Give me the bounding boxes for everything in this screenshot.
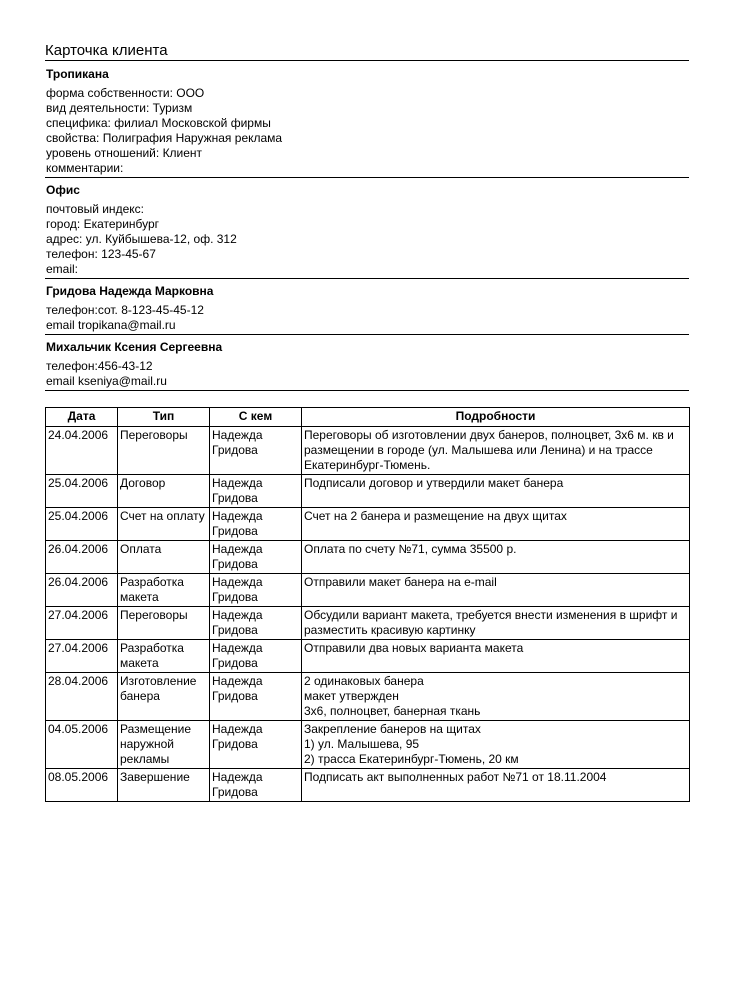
cell-type [118, 721, 210, 769]
table-row [46, 640, 690, 673]
field-line [45, 116, 689, 131]
cell-who [210, 427, 302, 475]
table-row [46, 673, 690, 721]
table-row [46, 607, 690, 640]
cell-date: 27.04.2006 [46, 640, 118, 673]
table-header-row [46, 408, 690, 427]
cell-line: 1) ул. Малышева, 95 [304, 737, 420, 751]
cell-type [118, 508, 210, 541]
cell-line: 2 одинаковых банера [304, 674, 424, 688]
field-label: почтовый индекс: [46, 202, 144, 216]
cell-line: Договор [120, 476, 166, 490]
cell-details [302, 427, 690, 475]
field-label: уровень отношений: [46, 146, 160, 160]
cell-line: Надежда [212, 608, 263, 622]
field-line [45, 303, 689, 318]
header-who: С кем [210, 408, 302, 427]
cell-details [302, 640, 690, 673]
cell-line: Гридова [212, 689, 258, 703]
cell-line: Надежда [212, 674, 263, 688]
cell-line: Подписали договор и утвердили макет банера [304, 476, 564, 490]
cell-line: 3х6, полноцвет, банерная ткань [304, 704, 481, 718]
table-row [46, 508, 690, 541]
cell-line: Переговоры [120, 608, 188, 622]
field-line [45, 374, 689, 389]
cell-line: макета [120, 590, 159, 604]
cell-line: Надежда [212, 428, 263, 442]
cell-line: Гридова [212, 785, 258, 799]
cell-line: Надежда [212, 722, 263, 736]
cell-who [210, 769, 302, 802]
field-label: телефон: [46, 359, 98, 373]
cell-date: 26.04.2006 [46, 574, 118, 607]
cell-date: 08.05.2006 [46, 769, 118, 802]
cell-line: Счет на 2 банера и размещение на двух щитах [304, 509, 567, 523]
table-body [46, 427, 690, 802]
cell-who [210, 673, 302, 721]
contacts-list [45, 283, 689, 391]
table-row [46, 721, 690, 769]
field-label: email [46, 374, 75, 388]
cell-who [210, 508, 302, 541]
cell-line: Надежда [212, 770, 263, 784]
page-title: Карточка клиента [45, 41, 689, 61]
field-label: комментарии: [46, 161, 124, 175]
activity-table [45, 407, 690, 802]
cell-who [210, 640, 302, 673]
header-date: Дата [46, 408, 118, 427]
office-section [45, 182, 689, 279]
header-details: Подробности [302, 408, 690, 427]
cell-details [302, 574, 690, 607]
cell-details [302, 607, 690, 640]
cell-date: 24.04.2006 [46, 427, 118, 475]
field-line [45, 247, 689, 262]
field-label: свойства: [46, 131, 100, 145]
cell-type [118, 574, 210, 607]
cell-who [210, 607, 302, 640]
table-row [46, 475, 690, 508]
cell-details [302, 673, 690, 721]
table-row [46, 427, 690, 475]
field-line [45, 318, 689, 333]
cell-line: Отправили два новых варианта макета [304, 641, 524, 655]
cell-line: рекламы [120, 752, 170, 766]
cell-line: Надежда [212, 542, 263, 556]
field-line [45, 202, 689, 217]
field-label: email [46, 318, 75, 332]
cell-date: 25.04.2006 [46, 508, 118, 541]
cell-line: Надежда [212, 575, 263, 589]
cell-line: Завершение [120, 770, 190, 784]
cell-line: Размещение [120, 722, 191, 736]
contact-section [45, 339, 689, 391]
cell-who [210, 475, 302, 508]
cell-details [302, 721, 690, 769]
field-line [45, 232, 689, 247]
field-value: 456-43-12 [97, 359, 153, 373]
field-label: город: [46, 217, 81, 231]
table-row [46, 574, 690, 607]
cell-date: 26.04.2006 [46, 541, 118, 574]
cell-date: 27.04.2006 [46, 607, 118, 640]
cell-line: Изготовление [120, 674, 197, 688]
field-line [45, 101, 689, 116]
cell-line: Разработка [120, 641, 184, 655]
field-value: ООО [176, 86, 205, 100]
cell-line: банера [120, 689, 160, 703]
field-value: tropikana@mail.ru [78, 318, 176, 332]
cell-line: Переговоры об изготовлении двух банеров, полноцвет, 3х6 м. кв и размещении в городе (ул. Малышева или Ленина) и на трассе Екатеринбург-Тюмень. [304, 428, 674, 472]
cell-line: наружной [120, 737, 175, 751]
field-line [45, 146, 689, 161]
contact-section [45, 283, 689, 335]
cell-line: макет утвержден [304, 689, 399, 703]
cell-line: Отправили макет банера на e-mail [304, 575, 497, 589]
cell-type [118, 640, 210, 673]
table-row [46, 769, 690, 802]
contact-name: Гридова Надежда Марковна [46, 284, 214, 298]
cell-line: Гридова [212, 656, 258, 670]
cell-line: Гридова [212, 443, 258, 457]
company-fields [45, 86, 689, 176]
cell-type [118, 427, 210, 475]
cell-type [118, 475, 210, 508]
cell-line: Надежда [212, 641, 263, 655]
office-fields [45, 202, 689, 277]
field-value: kseniya@mail.ru [78, 374, 167, 388]
field-line [45, 217, 689, 232]
cell-line: Счет на оплату [120, 509, 205, 523]
cell-line: Гридова [212, 737, 258, 751]
field-value: 123-45-67 [101, 247, 156, 261]
cell-line: Надежда [212, 476, 263, 490]
field-value: Екатеринбург [83, 217, 160, 231]
client-card [45, 41, 689, 802]
field-value: Туризм [152, 101, 193, 115]
cell-date: 04.05.2006 [46, 721, 118, 769]
field-value: филиал Московской фирмы [114, 116, 271, 130]
cell-type [118, 769, 210, 802]
cell-who [210, 721, 302, 769]
cell-line: Гридова [212, 491, 258, 505]
cell-line: Подписать акт выполненных работ №71 от 18.11.2004 [304, 770, 607, 784]
field-value: Полиграфия Наружная реклама [102, 131, 283, 145]
cell-line: Переговоры [120, 428, 188, 442]
cell-line: Надежда [212, 509, 263, 523]
field-value: сот. 8-123-45-45-12 [97, 303, 204, 317]
field-line [45, 86, 689, 101]
field-line [45, 131, 689, 146]
cell-details [302, 769, 690, 802]
cell-details [302, 508, 690, 541]
cell-date: 25.04.2006 [46, 475, 118, 508]
field-line [45, 359, 689, 374]
cell-type [118, 607, 210, 640]
field-label: вид деятельности: [46, 101, 150, 115]
header-type: Тип [118, 408, 210, 427]
table-row [46, 541, 690, 574]
cell-line: Закрепление банеров на щитах [304, 722, 481, 736]
cell-type [118, 673, 210, 721]
cell-date: 28.04.2006 [46, 673, 118, 721]
cell-type [118, 541, 210, 574]
office-heading: Офис [46, 183, 80, 197]
cell-details [302, 541, 690, 574]
field-label: адрес: [46, 232, 83, 246]
field-label: телефон: [46, 247, 98, 261]
cell-line: 2) трасса Екатеринбург-Тюмень, 20 км [304, 752, 519, 766]
field-label: email: [46, 262, 79, 276]
cell-line: Гридова [212, 623, 258, 637]
cell-line: Обсудили вариант макета, требуется внести изменения в шрифт и разместить красивую картинку [304, 608, 678, 637]
contact-name: Михальчик Ксения Сергеевна [46, 340, 223, 354]
cell-line: Гридова [212, 590, 258, 604]
cell-line: Гридова [212, 557, 258, 571]
cell-line: Гридова [212, 524, 258, 538]
cell-line: макета [120, 656, 159, 670]
field-line [45, 161, 689, 176]
cell-who [210, 574, 302, 607]
company-name: Тропикана [46, 67, 109, 81]
field-label: телефон: [46, 303, 98, 317]
field-label: форма собственности: [46, 86, 173, 100]
cell-who [210, 541, 302, 574]
cell-details [302, 475, 690, 508]
cell-line: Оплата [120, 542, 162, 556]
field-line [45, 262, 689, 277]
field-value: Клиент [162, 146, 203, 160]
field-value: ул. Куйбышева-12, оф. 312 [85, 232, 237, 246]
field-label: специфика: [46, 116, 111, 130]
cell-line: Разработка [120, 575, 184, 589]
company-section [45, 66, 689, 178]
cell-line: Оплата по счету №71, сумма 35500 р. [304, 542, 517, 556]
